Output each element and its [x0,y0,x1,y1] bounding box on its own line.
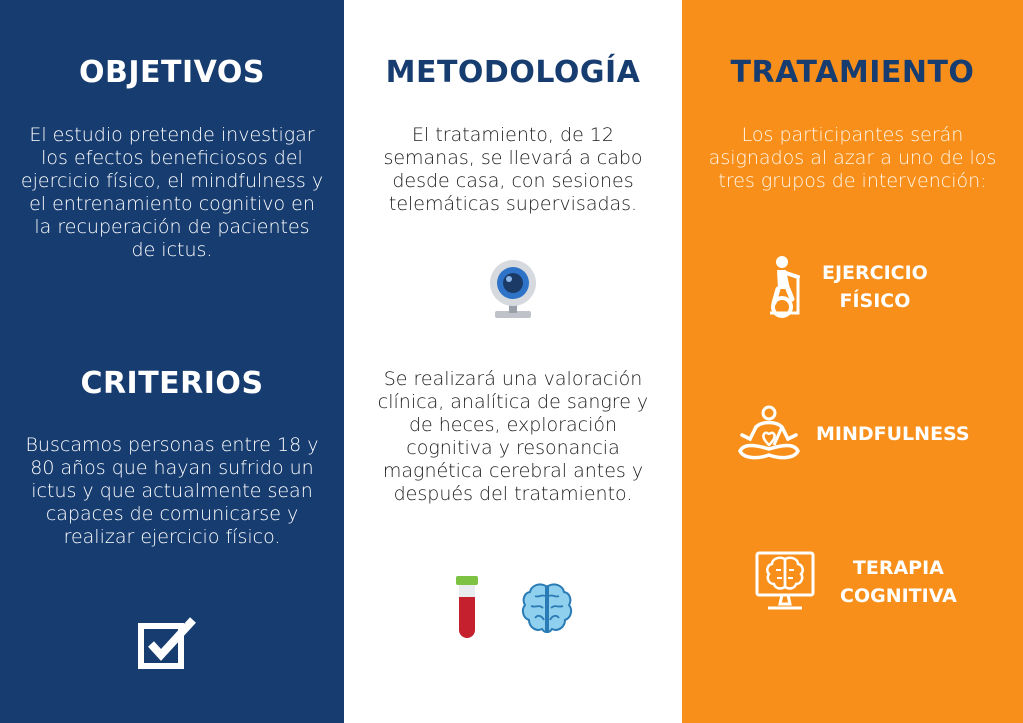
metodologia-title: METODOLOGÍA [385,55,641,90]
tratamiento-text: Los participantes serán asignados al azar a uno de los tres grupos de intervención: [708,124,997,192]
middle-column [344,0,682,723]
group-terapia-cognitiva [754,550,957,614]
group-ejercicio-line1: EJERCICIO [822,262,928,284]
right-column [682,0,1023,723]
group-ejercicio-label [822,259,928,315]
group-terapia-line2: COGNITIVA [840,585,957,607]
group-mindfulness [736,405,970,463]
objetivos-title: OBJETIVOS [79,55,265,90]
criterios-title: CRITERIOS [80,366,264,401]
metodologia-text-2: Se realizará una valoración clínica, analítica de sangre y de heces, exploración cognitiva y resonancia magnética cerebral antes y después del tratamiento. [377,368,649,505]
metodologia-text-1: El tratamiento, de 12 semanas, se llevará a cabo desde casa, con sesiones telemáticas supervisadas. [383,124,643,215]
group-terapia-label [840,554,957,610]
group-mindfulness-line1: MINDFULNESS [816,423,970,445]
meditation-icon [736,405,802,463]
test-tube-icon [454,576,480,640]
left-column [0,0,344,723]
group-ejercicio-line2: FÍSICO [839,290,911,312]
tratamiento-title: TRATAMIENTO [730,55,975,90]
brain-icon [519,580,575,636]
exercise-bike-icon [764,255,804,319]
brain-monitor-icon [754,550,816,614]
group-ejercicio-fisico [764,255,928,319]
criterios-text: Buscamos personas entre 18 y 80 años que hayan sufrido un ictus y que actualmente sean capaces de comunicarse y realizar ejercicio físico. [25,434,319,548]
group-mindfulness-label [816,420,970,448]
objetivos-text: El estudio pretende investigar los efectos beneficiosos del ejercicio físico, el mindfulness y el entrenamiento cognitivo en la recuperación de pacientes de ictus. [20,124,324,261]
checkbox-check-icon [137,616,199,672]
group-terapia-line1: TERAPIA [852,557,944,579]
webcam-icon [487,259,539,321]
